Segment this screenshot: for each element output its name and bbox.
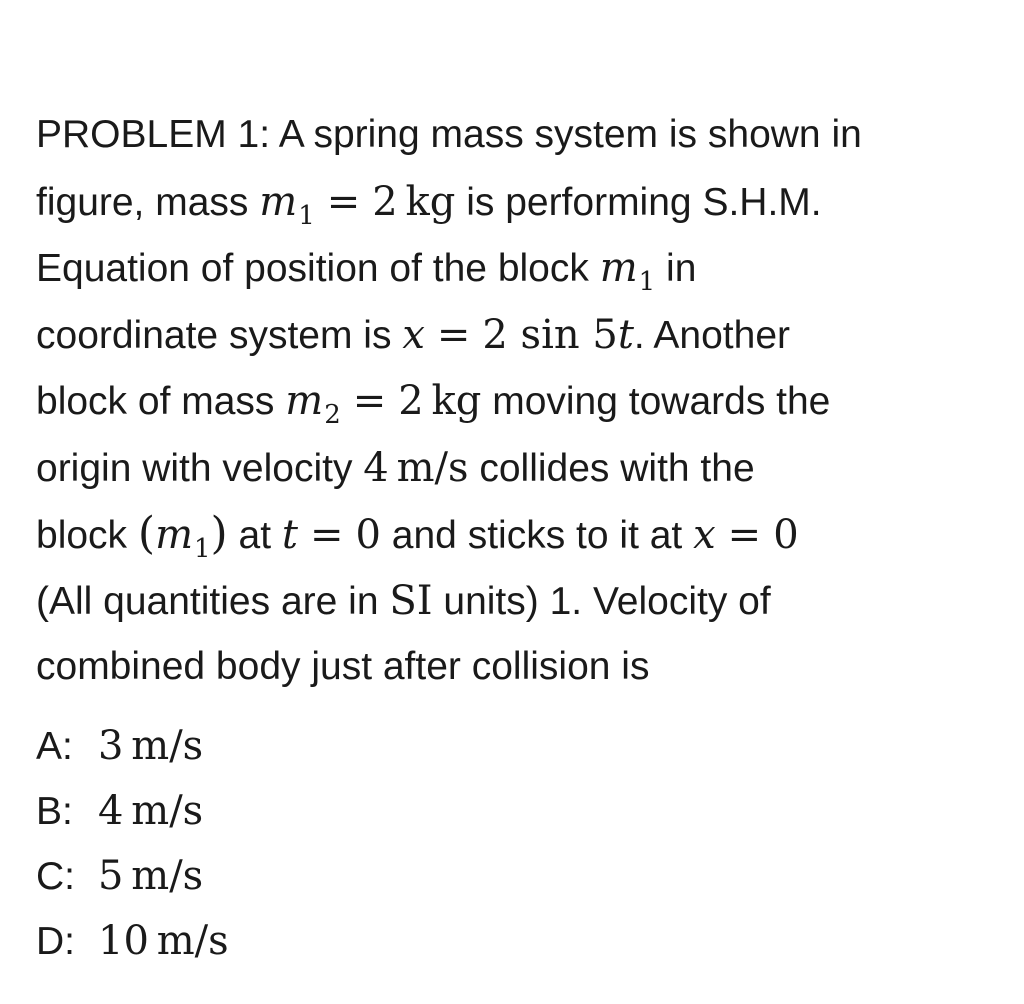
math-unit: kg [405,178,456,225]
math-var-m: m [259,178,298,225]
math-subscript: 2 [324,400,341,430]
math-var-x: x [693,512,716,558]
math-number: 2 [398,378,424,424]
math-subscript: 1 [194,534,211,564]
math-number: 2 [372,178,398,225]
problem-text: block of mass [36,380,286,423]
math-number: 0 [355,512,381,558]
math-number: 0 [773,512,799,558]
problem-statement [36,102,996,701]
option-value: 4 [98,788,124,834]
option-unit: m/s [131,788,204,834]
option-letter: D: [36,920,75,963]
problem-line-1 [36,102,996,169]
math-var-m: m [285,378,324,424]
math-var-t: t [281,512,298,558]
option-letter: A: [36,725,73,768]
problem-text: is performing S.H.M. [455,180,822,224]
option-value: 10 [98,918,149,964]
problem-text: origin with velocity [36,446,364,490]
problem-text: moving towards the [481,380,831,423]
math-equals: = [727,512,762,558]
math-var-m: m [599,245,638,291]
math-expression: 2 sin 5 [482,311,618,358]
math-equals: = [436,311,471,358]
option-letter: B: [36,790,73,833]
math-equals: = [352,378,387,424]
math-var-m: m [155,512,193,558]
problem-text: . Another [633,313,791,357]
option-unit: m/s [131,853,204,899]
math-paren: ) [210,508,228,559]
option-value: 3 [98,723,124,769]
problem-line-3 [36,235,996,302]
problem-text: in [655,247,697,290]
math-var-x: x [402,311,425,358]
problem-line-6 [36,435,996,502]
problem-text: units) 1. Velocity of [432,579,771,623]
problem-line-8 [36,568,996,635]
option-value: 5 [98,853,124,899]
problem-text: at [227,514,282,557]
problem-text: Equation of position of the block [36,247,600,290]
option-unit: m/s [131,723,204,769]
problem-text: (All quantities are in [36,579,390,623]
math-subscript: 1 [298,200,315,231]
problem-line-2 [36,169,996,236]
problem-text: collides with the [468,446,755,490]
problem-line-9 [36,634,996,701]
option-c[interactable] [36,844,229,909]
math-number: 4 [363,444,389,491]
problem-line-5 [36,368,996,435]
option-d[interactable] [36,909,229,974]
problem-text: combined body just after collision is [36,645,650,688]
problem-text: coordinate system is [36,313,403,357]
problem-line-7 [36,501,996,568]
option-b[interactable] [36,779,229,844]
option-unit: m/s [156,918,229,964]
problem-text: block [36,514,138,557]
math-equals: = [310,512,344,558]
math-unit: kg [431,378,482,424]
answer-options [36,714,229,974]
problem-text: PROBLEM 1: A spring mass system is shown in [36,113,862,156]
math-si: SI [389,577,433,624]
math-subscript: 1 [638,267,656,297]
problem-line-4 [36,302,996,369]
math-equals: = [326,178,361,225]
problem-text: figure, mass [36,180,260,224]
option-letter: C: [36,855,75,898]
math-var-t: t [617,311,634,358]
option-a[interactable] [36,714,229,779]
problem-text: and sticks to it at [380,514,694,557]
math-paren: ( [137,508,156,559]
math-unit: m/s [396,444,469,491]
